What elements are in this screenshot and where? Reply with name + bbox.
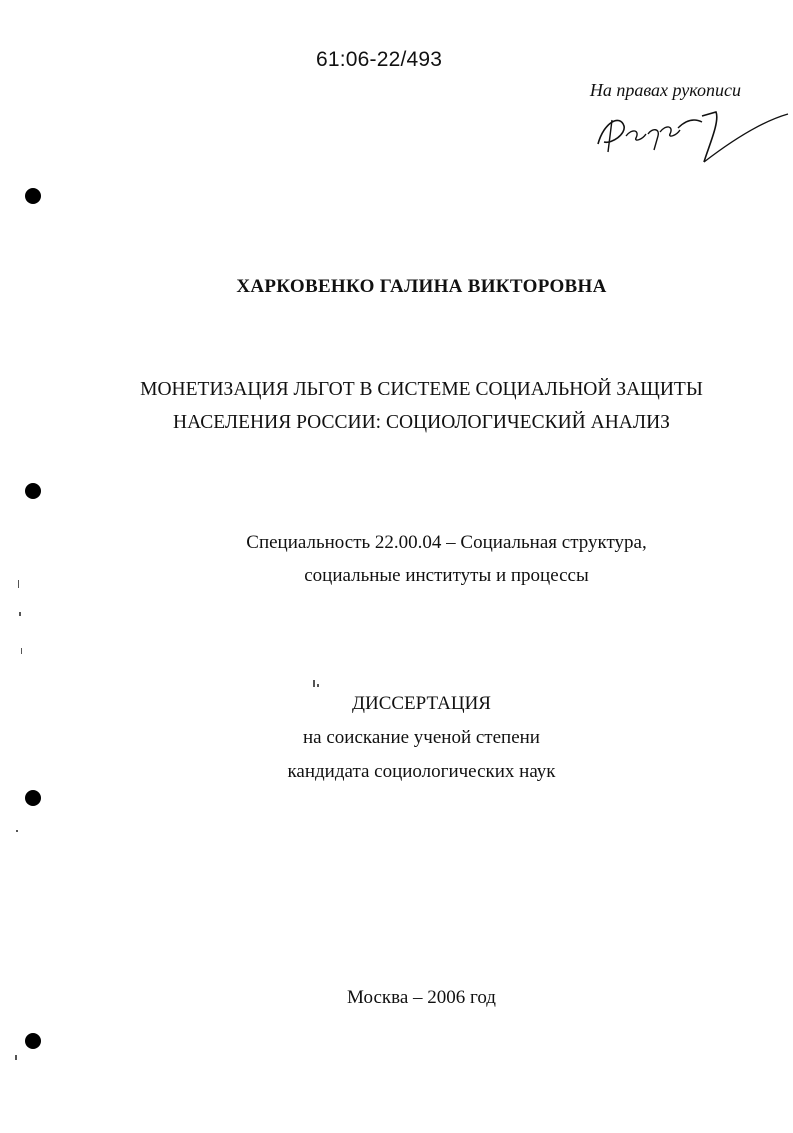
degree-line-2: кандидата социологических наук <box>287 761 556 782</box>
scan-speck <box>15 1055 17 1060</box>
city-year: Москва – 2006 год <box>347 987 496 1008</box>
handwritten-signature <box>590 92 790 170</box>
scan-speck <box>317 684 319 687</box>
author-name: ХАРКОВЕНКО ГАЛИНА ВИКТОРОВНА <box>236 276 607 297</box>
dissertation-heading: ДИССЕРТАЦИЯ <box>352 693 491 714</box>
manuscript-rights-note: На правах рукописи <box>589 80 741 100</box>
specialty-line-2: социальные институты и процессы <box>304 565 589 586</box>
scan-speck <box>313 680 315 687</box>
scan-speck <box>19 612 21 616</box>
specialty-line-1: Специальность 22.00.04 – Социальная структура, <box>246 532 647 553</box>
scan-speck <box>16 830 18 832</box>
thesis-title-line-2: НАСЕЛЕНИЯ РОССИИ: СОЦИОЛОГИЧЕСКИЙ АНАЛИЗ <box>173 412 670 433</box>
binder-hole <box>25 188 41 204</box>
catalog-number: 61:06-22/493 <box>316 48 443 71</box>
binder-hole <box>25 790 41 806</box>
degree-line-1: на соискание ученой степени <box>303 727 540 748</box>
thesis-title-line-1: МОНЕТИЗАЦИЯ ЛЬГОТ В СИСТЕМЕ СОЦИАЛЬНОЙ ЗАЩИТЫ <box>140 379 703 400</box>
binder-hole <box>25 483 41 499</box>
scan-speck <box>21 648 22 654</box>
binder-hole <box>25 1033 41 1049</box>
